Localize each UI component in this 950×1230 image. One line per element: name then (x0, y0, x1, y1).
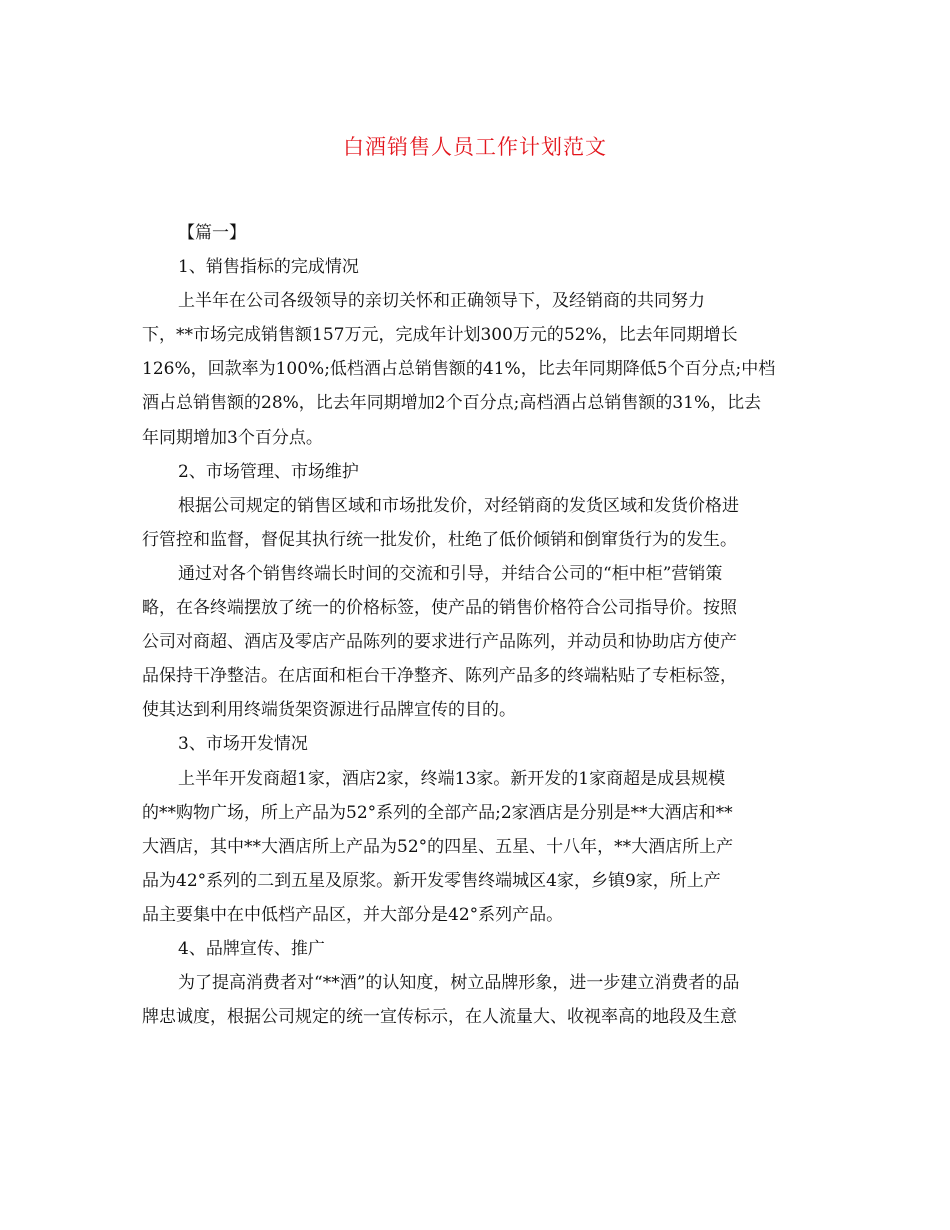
text-line: 2、市场管理、市场维护 (178, 461, 359, 482)
text-line: 行管控和监督，督促其执行统一批发价，杜绝了低价倾销和倒窜货行为的发生。 (142, 529, 737, 550)
text-line: 上半年开发商超1家，酒店2家，终端13家。新开发的1家商超是成县规模 (178, 768, 726, 789)
text-line: 品主要集中在中低档产品区，并大部分是42°系列产品。 (142, 904, 564, 925)
text-line: 下，**市场完成销售额157万元，完成年计划300万元的52%，比去年同期增长 (142, 325, 738, 346)
document-title: 白酒销售人员工作计划范文 (343, 135, 607, 159)
text-line: 上半年在公司各级领导的亲切关怀和正确领导下，及经销商的共同努力 (178, 291, 705, 312)
text-line: 牌忠诚度，根据公司规定的统一宣传标示，在人流量大、收视率高的地段及生意 (142, 1007, 737, 1028)
text-line: 126%，回款率为100%;低档酒占总销售额的41%，比去年同期降低5个百分点;中档 (142, 359, 776, 380)
text-line: 【篇一】 (178, 223, 246, 243)
text-line: 通过对各个销售终端长时间的交流和引导，并结合公司的“柜中柜”营销策 (178, 563, 723, 584)
text-line: 品为42°系列的二到五星及原浆。新开发零售终端城区4家，乡镇9家，所上产 (142, 870, 721, 891)
text-line: 使其达到利用终端货架资源进行品牌宣传的目的。 (142, 700, 516, 721)
document-body (142, 216, 810, 1034)
text-line: 品保持干净整洁。在店面和柜台干净整齐、陈列产品多的终端粘贴了专柜标签， (142, 666, 737, 687)
text-line: 大酒店，其中**大酒店所上产品为52°的四星、五星、十八年，**大酒店所上产 (142, 836, 734, 857)
text-line: 公司对商超、酒店及零店产品陈列的要求进行产品陈列，并动员和协助店方使产 (142, 632, 737, 653)
text-line: 略，在各终端摆放了统一的价格标签，使产品的销售价格符合公司指导价。按照 (142, 598, 737, 619)
text-line: 3、市场开发情况 (178, 734, 308, 755)
text-line: 的**购物广场，所上产品为52°系列的全部产品;2家酒店是分别是**大酒店和** (142, 802, 733, 823)
text-line: 为了提高消费者对“**酒”的认知度，树立品牌形象，进一步建立消费者的品 (178, 973, 740, 994)
text-line: 根据公司规定的销售区域和市场批发价，对经销商的发货区域和发货价格进 (178, 495, 739, 516)
text-line: 年同期增加3个百分点。 (142, 427, 323, 448)
text-line: 4、品牌宣传、推广 (178, 938, 325, 959)
text-line: 1、销售指标的完成情况 (178, 257, 359, 278)
text-line: 酒占总销售额的28%，比去年同期增加2个百分点;高档酒占总销售额的31%，比去 (142, 393, 762, 414)
